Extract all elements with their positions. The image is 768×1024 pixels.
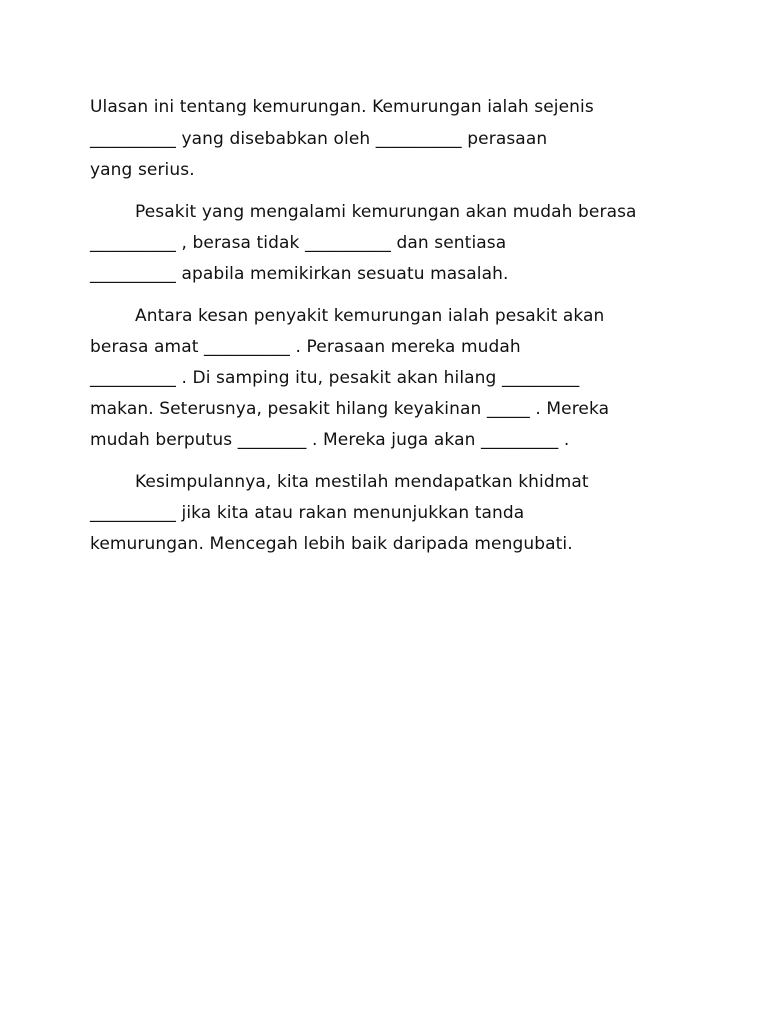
paragraph-3-line-3: __________ . Di samping itu, pesakit akan hilang _________: [90, 368, 580, 388]
paragraph-1-line-2: __________ yang disebabkan oleh __________ perasaan: [90, 129, 548, 149]
paragraph-1-line-3: yang serius.: [90, 160, 195, 180]
paragraph-4-line-2: __________ jika kita atau rakan menunjukkan tanda: [90, 503, 525, 523]
paragraph-3-line-5: mudah berputus ________ . Mereka juga akan _________ .: [90, 430, 570, 450]
paragraph-4-line-3: kemurungan. Mencegah lebih baik daripada mengubati.: [90, 534, 573, 554]
paragraph-3-line-2: berasa amat __________ . Perasaan mereka mudah: [90, 337, 521, 357]
paragraph-2-line-1: Pesakit yang mengalami kemurungan akan mudah berasa: [135, 202, 637, 222]
paragraph-4-line-1: Kesimpulannya, kita mestilah mendapatkan khidmat: [135, 472, 589, 492]
paragraph-3-line-4: makan. Seterusnya, pesakit hilang keyakinan _____ . Mereka: [90, 399, 610, 419]
paragraph-2-line-2: __________ , berasa tidak __________ dan sentiasa: [90, 233, 507, 253]
paragraph-1-line-1: Ulasan ini tentang kemurungan. Kemurungan ialah sejenis: [90, 97, 594, 117]
paragraph-2-line-3: __________ apabila memikirkan sesuatu masalah.: [90, 264, 509, 284]
paragraph-3-line-1: Antara kesan penyakit kemurungan ialah pesakit akan: [135, 306, 605, 326]
